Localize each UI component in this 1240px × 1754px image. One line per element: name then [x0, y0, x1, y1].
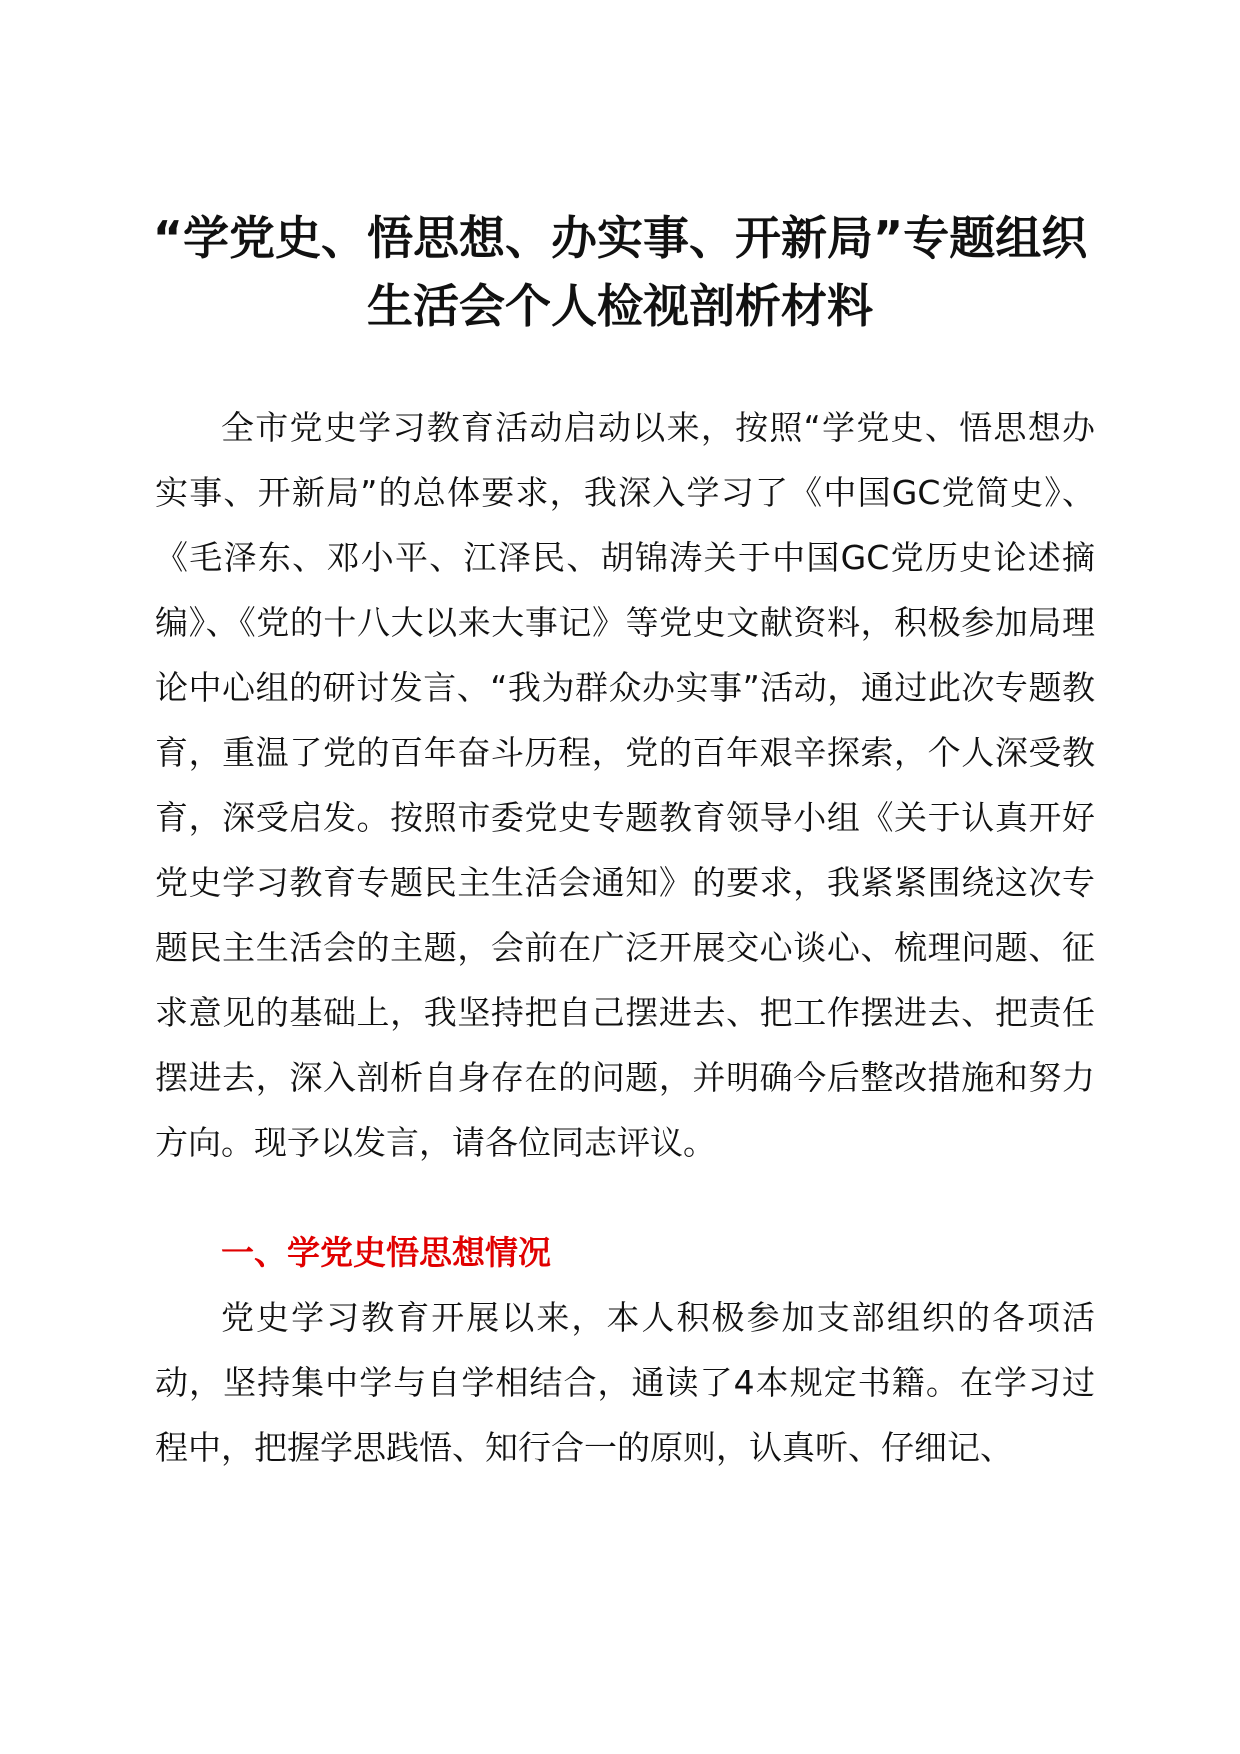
intro-paragraph: 全市党史学习教育活动启动以来，按照“学党史、悟思想办实事、开新局”的总体要求，我深入学习了《中国GC党简史》、《毛泽东、邓小平、江泽民、胡锦涛关于中国GC党历史论述摘编》、《党的十八大以来大事记》等党史文献资料，积极参加局理论中心组的研讨发言、“我为群众办实事”活动，通过此次专题教育，重温了党的百年奋斗历程，党的百年艰辛探索，个人深受教育，深受启发。按照市委党史专题教育领导小组《关于认真开好党史学习教育专题民主生活会通知》的要求，我紧紧围绕这次专题民主生活会的主题，会前在广泛开展交心谈心、梳理问题、征求意见的基础上，我坚持把自己摆进去、把工作摆进去、把责任摆进去，深入剖析自身存在的问题，并明确今后整改措施和努力方向。现予以发言，请各位同志评议。	[155, 408, 1095, 1162]
section-heading-1: 一、学党史悟思想情况	[221, 1233, 551, 1272]
document-title: “学党史、悟思想、办实事、开新局”专题组织生活会个人检视剖析材料	[152, 211, 1088, 333]
section-1-paragraph: 党史学习教育开展以来，本人积极参加支部组织的各项活动，坚持集中学与自学相结合，通读了4本规定书籍。在学习过程中，把握学思践悟、知行合一的原则，认真听、仔细记、	[155, 1298, 1095, 1467]
